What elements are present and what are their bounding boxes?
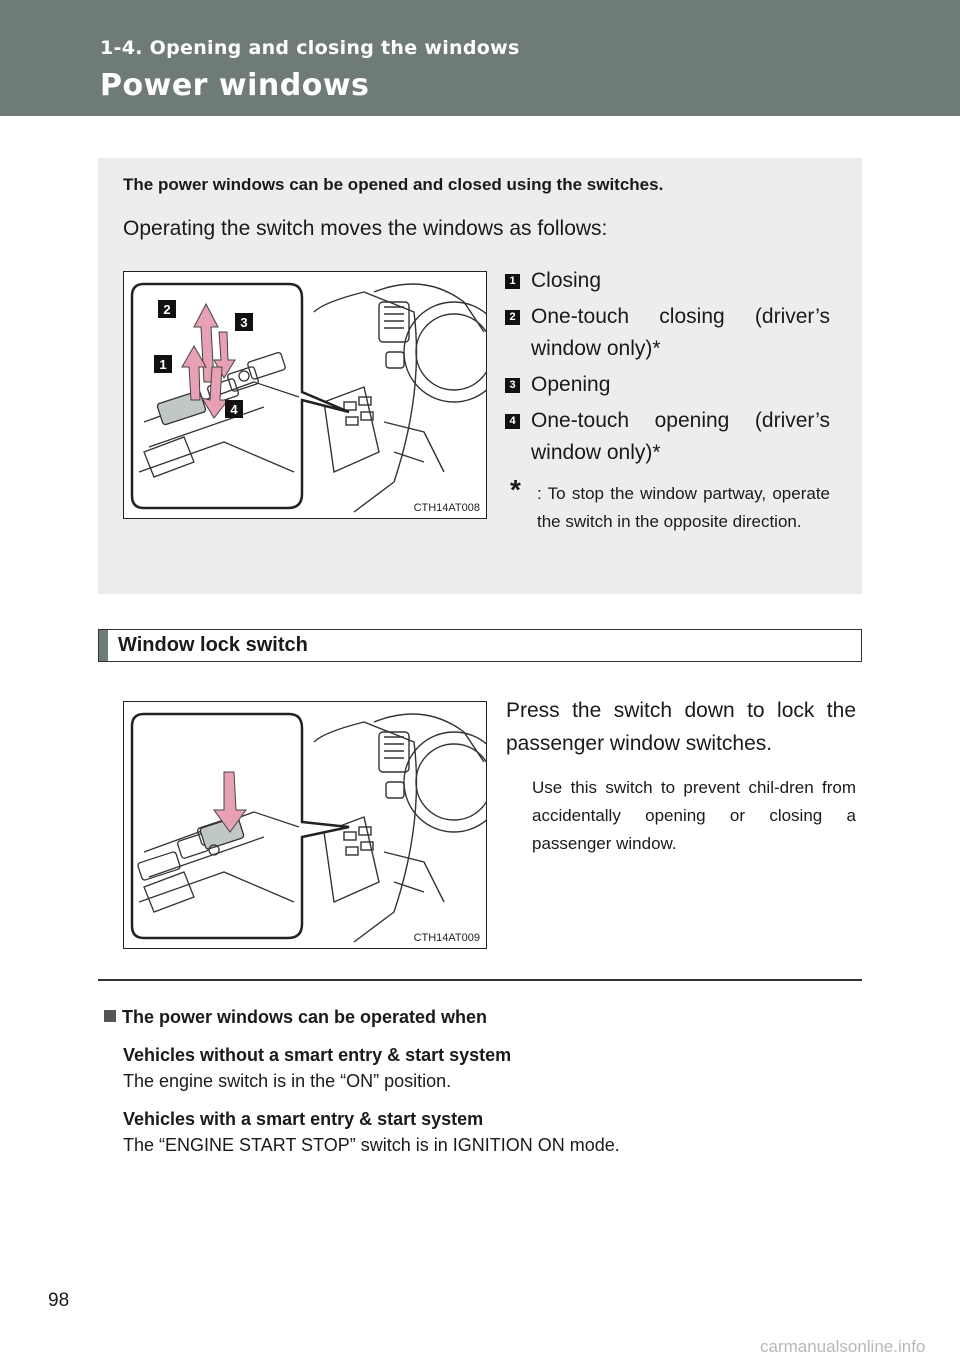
- figure-code: CTH14AT008: [413, 502, 480, 514]
- page-title: Power windows: [100, 68, 370, 103]
- section-divider: [98, 979, 862, 981]
- switch-operation-illustration: [124, 272, 486, 518]
- legend-number: 4: [505, 414, 520, 429]
- figure-code: CTH14AT009: [413, 932, 480, 944]
- condition-text: The “ENGINE START STOP” switch is in IGNITION ON mode.: [123, 1135, 620, 1155]
- conditions-title-text: The power windows can be operated when: [122, 1007, 488, 1027]
- square-bullet-icon: [104, 1010, 116, 1022]
- heading-accent-bar: [99, 630, 108, 661]
- condition-heading: Vehicles with a smart entry & start system: [123, 1109, 484, 1129]
- legend-item: [505, 301, 830, 365]
- svg-text:2: 2: [163, 302, 171, 317]
- switch-operation-figure: [123, 271, 487, 519]
- condition-block: [123, 1042, 511, 1094]
- legend-item: [505, 369, 830, 401]
- legend-number: 1: [505, 274, 520, 289]
- operation-legend: [505, 265, 830, 473]
- svg-text:3: 3: [240, 315, 248, 330]
- legend-item: [505, 265, 830, 297]
- conditions-title: [104, 1007, 487, 1028]
- intro-sub: Operating the switch moves the windows as follows:: [123, 217, 608, 240]
- intro-lead: The power windows can be opened and closed using the switches.: [123, 175, 664, 194]
- legend-text: Opening: [531, 373, 611, 396]
- watermark: carmanualsonline.info: [760, 1337, 926, 1356]
- legend-text: One-touch closing (driver’s window only)*: [531, 305, 830, 360]
- window-lock-heading-text: Window lock switch: [118, 634, 308, 656]
- legend-text: One-touch opening (driver’s window only)*: [531, 409, 830, 464]
- window-lock-description: Press the switch down to lock the passenger window switches.: [506, 699, 856, 755]
- footnote-mark: *: [510, 474, 521, 505]
- legend-item: [505, 405, 830, 469]
- section-label: 1-4. Opening and closing the windows: [100, 37, 520, 59]
- footnote-text: : To stop the window partway, operate the switch in the opposite direction.: [537, 484, 830, 531]
- condition-block: [123, 1106, 620, 1158]
- page-number: 98: [48, 1290, 70, 1311]
- footnote: [510, 474, 830, 536]
- legend-text: Closing: [531, 269, 602, 292]
- legend-number: 3: [505, 378, 520, 393]
- condition-heading: Vehicles without a smart entry & start system: [123, 1045, 512, 1065]
- svg-text:4: 4: [230, 402, 238, 417]
- window-lock-figure: [123, 701, 487, 949]
- legend-number: 2: [505, 310, 520, 325]
- chapter-header: [0, 0, 960, 116]
- window-lock-heading: [98, 629, 862, 662]
- svg-text:1: 1: [159, 357, 167, 372]
- window-lock-illustration: [124, 702, 486, 948]
- condition-text: The engine switch is in the “ON” position.: [123, 1071, 452, 1091]
- window-lock-note: Use this switch to prevent chil-dren from accidentally opening or closing a passenger window.: [532, 778, 856, 853]
